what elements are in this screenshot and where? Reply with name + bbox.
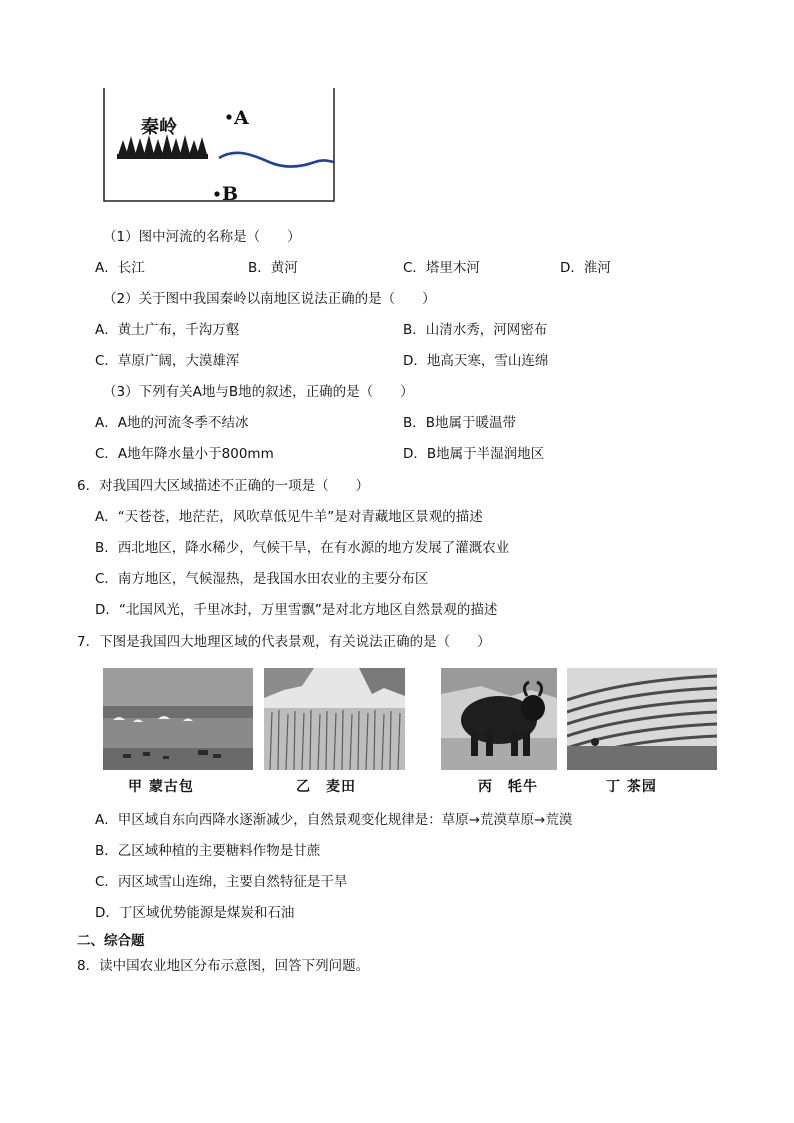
q6-option-a[interactable]: A．“天苍苍，地茫茫，风吹草低见牛羊”是对青藏地区景观的描述 [95,509,483,525]
q7-stem: 7．下图是我国四大地理区域的代表景观，有关说法正确的是（ ） [77,634,491,650]
q6-stem: 6．对我国四大区域描述不正确的一项是（ ） [77,478,370,494]
q2-option-b[interactable]: B．山清水秀，河网密布 [403,322,548,338]
q1-option-a[interactable]: A．长江 [95,260,145,276]
q3-option-b[interactable]: B．B地属于暖温带 [403,415,517,431]
q1-option-c[interactable]: C．塔里木河 [403,260,480,276]
q3-option-d[interactable]: D．B地属于半湿润地区 [403,446,545,462]
caption-yak: 丙 牦牛 [478,779,538,795]
q3-stem: （3）下列有关A地与B地的叙述，正确的是（ ） [103,384,414,400]
q1-option-d[interactable]: D．淮河 [560,260,611,276]
q3-option-c[interactable]: C．A地年降水量小于800mm [95,446,274,462]
q3-option-a[interactable]: A．A地的河流冬季不结冰 [95,415,249,431]
river-line [219,153,334,167]
q7-option-b[interactable]: B．乙区域种植的主要糖料作物是甘蔗 [95,843,321,859]
caption-wheat: 乙 麦田 [296,779,356,795]
section-title: 二、综合题 [77,933,145,949]
q2-option-c[interactable]: C．草原广阔，大漠雄浑 [95,353,240,369]
q8-stem: 8．读中国农业地区分布示意图，回答下列问题。 [77,958,370,974]
wheat-field-photo [264,668,405,770]
q6-option-b[interactable]: B．西北地区，降水稀少，气候干旱，在有水源的地方发展了灌溉农业 [95,540,510,556]
yak-photo [441,668,557,770]
yurt-grassland-photo [103,668,253,770]
caption-yurt: 甲 蒙古包 [128,779,194,795]
tea-garden-photo [567,668,717,770]
point-a-dot [226,114,231,119]
q7-option-a[interactable]: A．甲区域自东向西降水逐渐减少，自然景观变化规律是：草原→荒漠草原→荒漠 [95,812,573,828]
q2-option-a[interactable]: A．黄土广布，千沟万壑 [95,322,240,338]
q6-option-c[interactable]: C．南方地区，气候湿热，是我国水田农业的主要分布区 [95,571,429,587]
point-b-dot [214,191,219,196]
caption-tea: 丁 茶园 [606,779,657,795]
point-b-label: B [222,183,239,202]
q1-stem: （1）图中河流的名称是（ ） [103,229,301,245]
q7-option-d[interactable]: D．丁区域优势能源是煤炭和石油 [95,905,295,921]
q6-option-d[interactable]: D．“北国风光，千里冰封，万里雪飘”是对北方地区自然景观的描述 [95,602,498,618]
qinling-map-figure [103,88,335,202]
q2-option-d[interactable]: D．地高天寒，雪山连绵 [403,353,549,369]
point-a-label: A [234,107,249,129]
q7-option-c[interactable]: C．丙区域雪山连绵，主要自然特征是干旱 [95,874,348,890]
mountain-label: 秦岭 [141,117,177,138]
q1-option-b[interactable]: B．黄河 [248,260,298,276]
q2-stem: （2）关于图中我国秦岭以南地区说法正确的是（ ） [103,291,436,307]
